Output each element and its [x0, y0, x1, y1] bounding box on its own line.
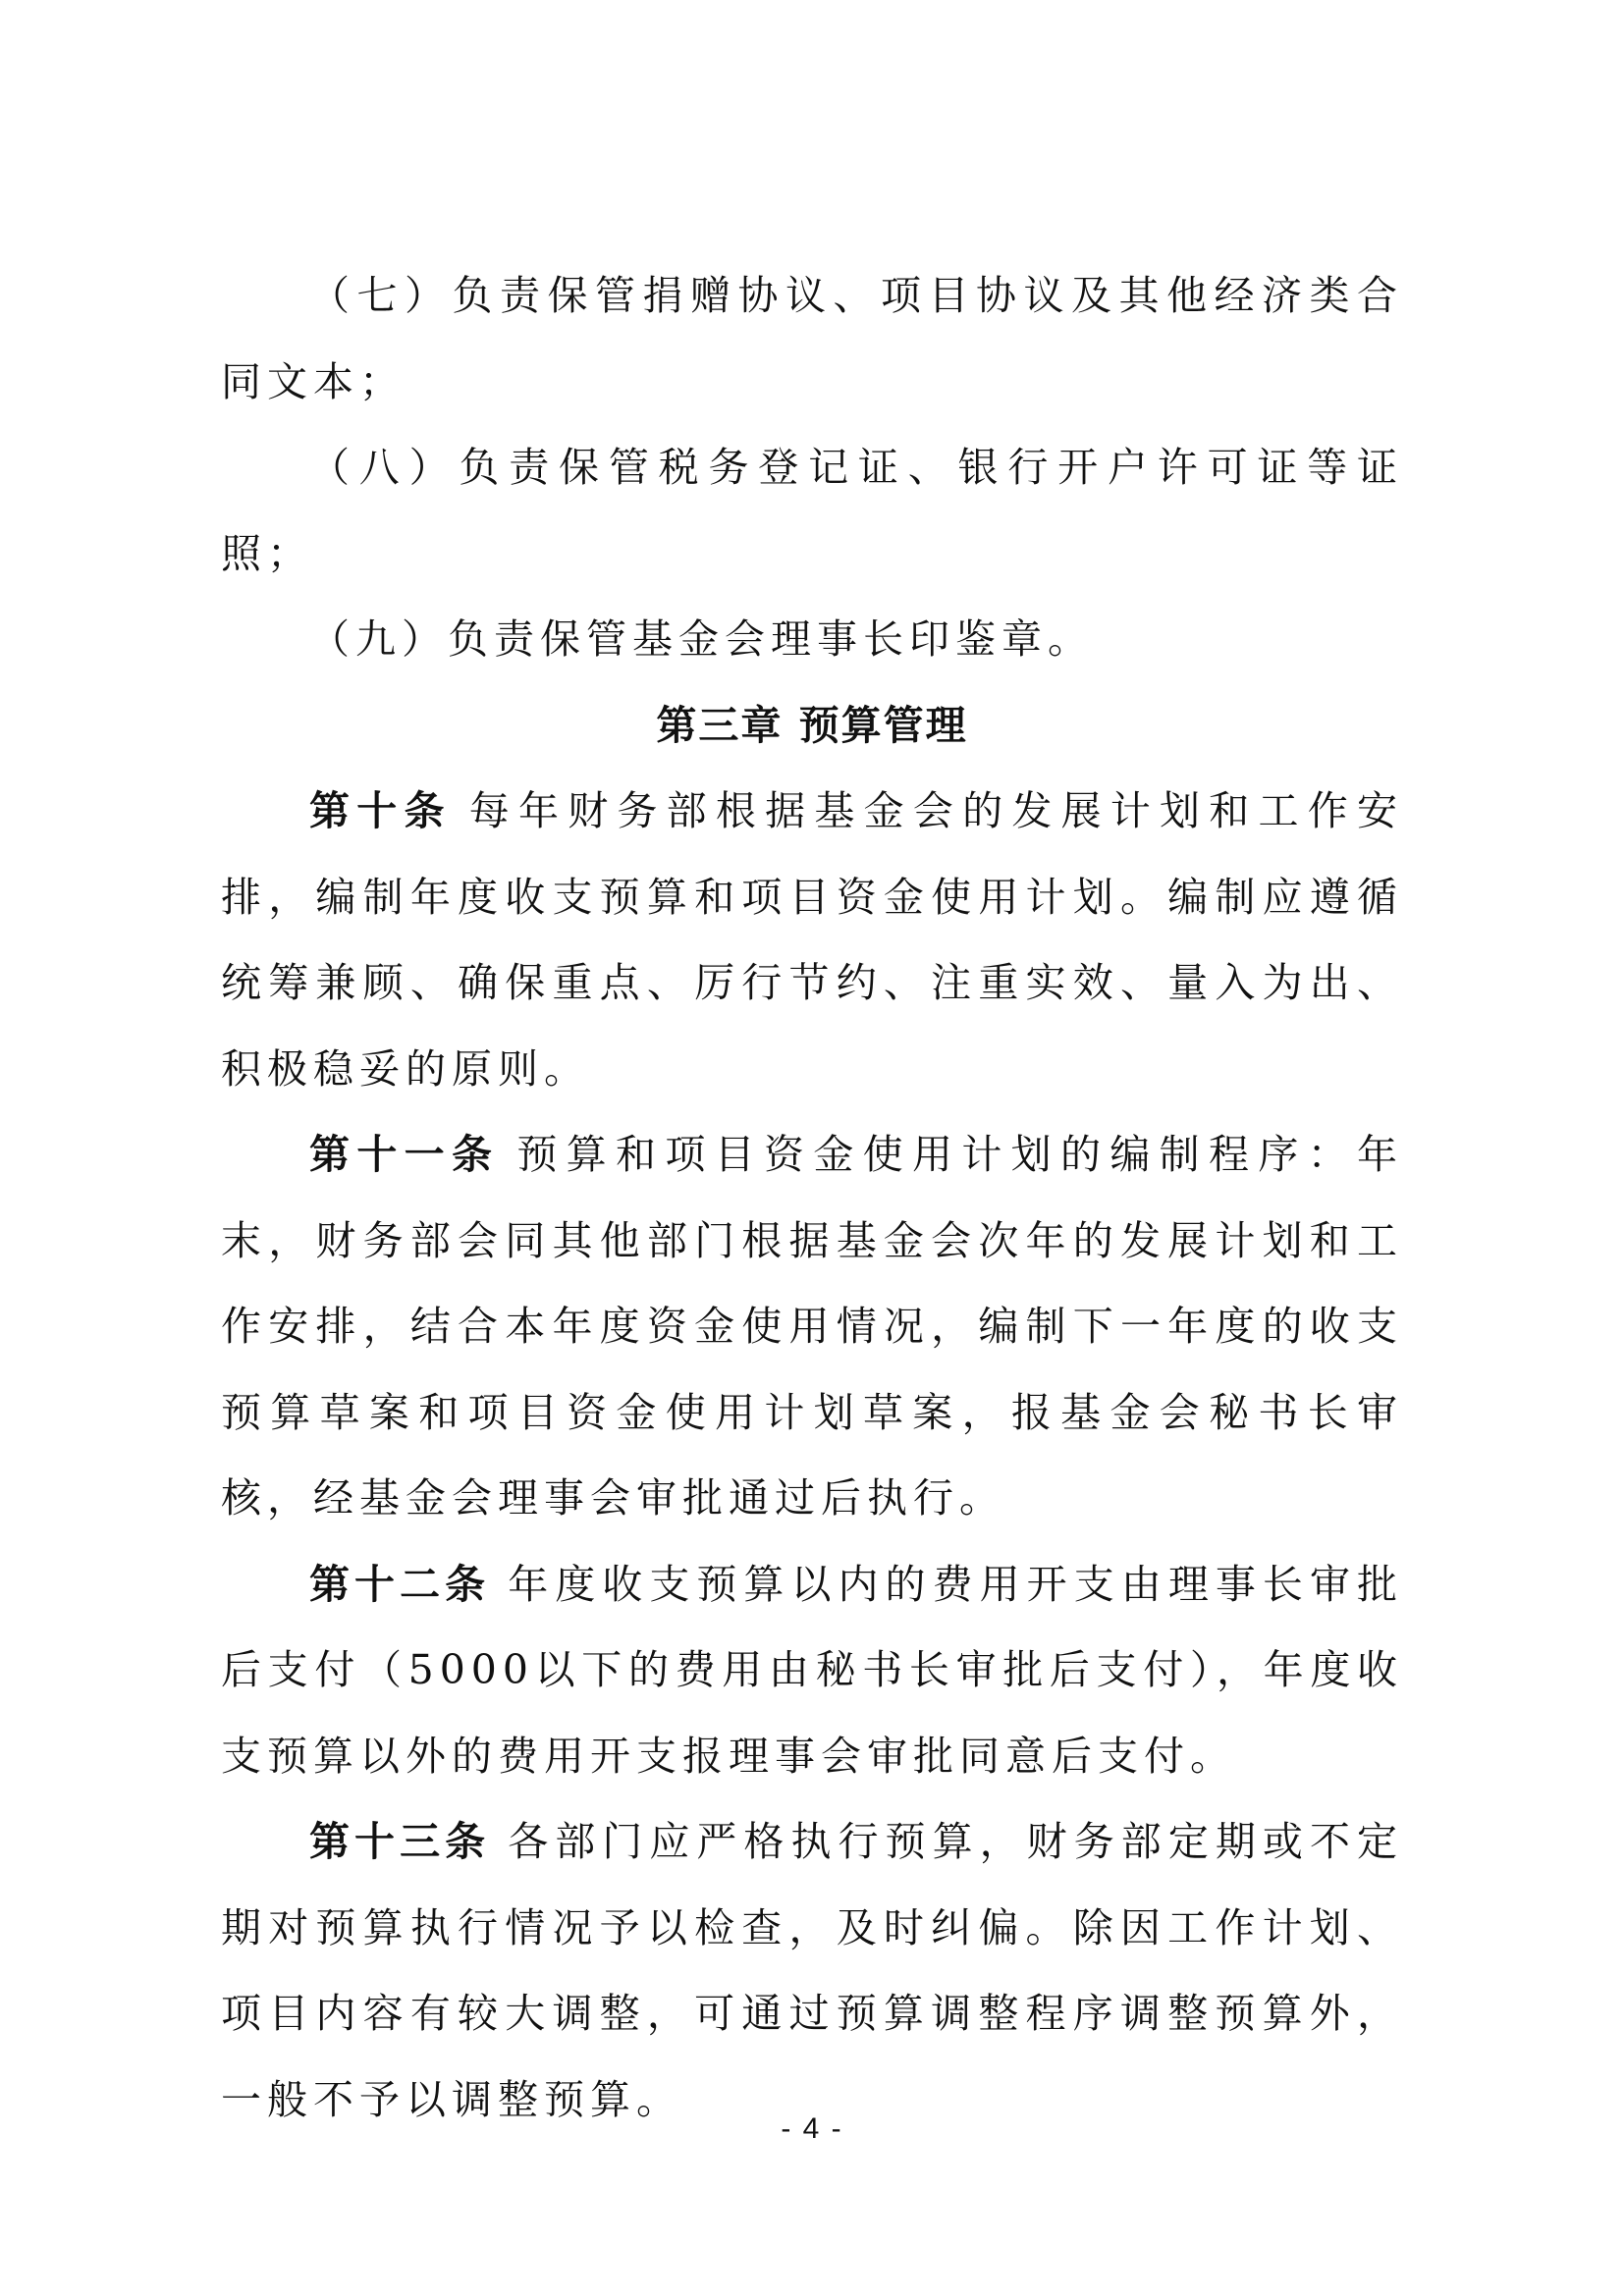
article-11 — [221, 1112, 1403, 1542]
article-12 — [221, 1542, 1403, 1800]
article-10 — [221, 769, 1403, 1112]
article-number: 第十二条 — [309, 1560, 491, 1608]
document-body — [221, 253, 1403, 2143]
chapter-title: 第三章 预算管理 — [656, 701, 968, 749]
list-item-8: （八）负责保管税务登记证、银行开户许可证等证照； — [221, 444, 1403, 577]
list-item-9: （九）负责保管基金会理事长印鉴章。 — [309, 615, 1094, 663]
article-text: 预算和项目资金使用计划的编制程序：年末，财务部会同其他部门根据基金会次年的发展计划和工作安排，结合本年度资金使用情况，编制下一年度的收支预算草案和项目资金使用计划草案，报基金会秘书长审核，经基金会理事会审批通过后执行。 — [221, 1131, 1404, 1522]
page-number: - 4 - — [781, 2112, 843, 2145]
list-item-7: （七）负责保管捐赠协议、项目协议及其他经济类合同文本； — [221, 272, 1403, 405]
article-text: 各部门应严格执行预算，财务部定期或不定期对预算执行情况予以检查，及时纠偏。除因工作计划、项目内容有较大调整，可通过预算调整程序调整预算外，一般不予以调整预算。 — [221, 1818, 1404, 2123]
article-number: 第十一条 — [309, 1131, 500, 1178]
article-number: 第十三条 — [309, 1818, 491, 1865]
article-number: 第十条 — [309, 787, 452, 834]
article-13 — [221, 1799, 1403, 2143]
article-text: 每年财务部根据基金会的发展计划和工作安排，编制年度收支预算和项目资金使用计划。编制应遵循统筹兼顾、确保重点、厉行节约、注重实效、量入为出、积极稳妥的原则。 — [221, 787, 1404, 1093]
article-text: 年度收支预算以内的费用开支由理事长审批后支付（5000以下的费用由秘书长审批后支付），年度收支预算以外的费用开支报理事会审批同意后支付。 — [221, 1560, 1404, 1780]
